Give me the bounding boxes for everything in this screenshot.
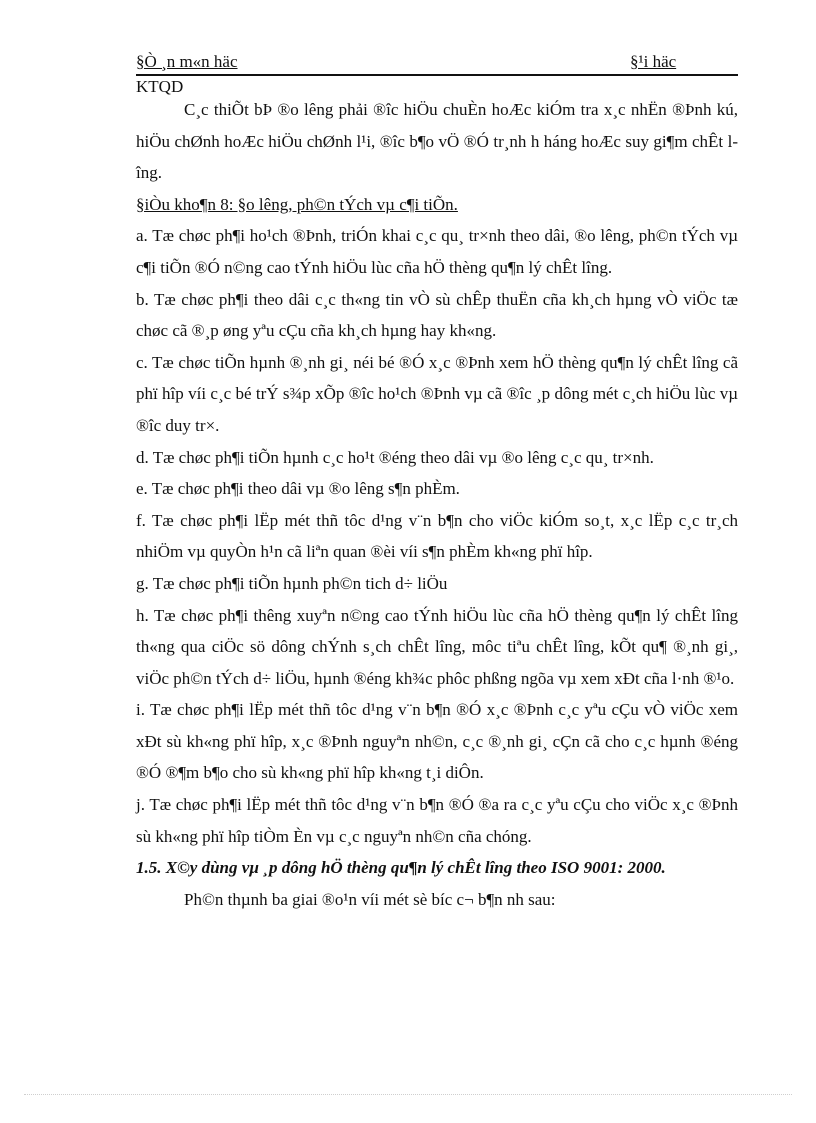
list-item-e: e. Tæ chøc ph¶i theo dâi vµ ®o lêng s¶n phÈm. bbox=[136, 479, 460, 499]
header-right-text: §¹i häc bbox=[630, 52, 677, 71]
section-heading-8: §iÒu kho¶n 8: §o lêng, ph©n tÝch vµ c¶i tiÕn. bbox=[136, 194, 458, 214]
document-body bbox=[136, 94, 738, 915]
list-item-b: b. Tæ chøc ph¶i theo dâi c¸c th«ng tin vÒ sù chÊp thuËn cña kh¸ch hµng vÒ viÖc tæ chøc cã ®¸p øng yªu cÇu cña kh¸ch hµng hay kh«ng. bbox=[136, 289, 738, 341]
intro-paragraph: C¸c thiÕt bÞ ®o lêng phải ®îc hiÖu chuÈn hoÆc kiÓm tra x¸c nhËn ®Þnh kú, hiÖu chØnh hoÆc hiÖu chØnh l¹i, ®îc b¶o vÖ ®Ó tr¸nh h háng hoÆc suy gi¶m chÊt lîng. bbox=[136, 100, 738, 183]
list-item-c: c. Tæ chøc tiÕn hµnh ®¸nh gi¸ néi bé ®Ó x¸c ®Þnh xem hÖ thèng qu¶n lý chÊt lîng cã phï hîp víi c¸c bé trÝ s¾p xÕp ®îc ho¹ch ®Þnh vµ cã ®îc ¸p dông mét c¸ch hiÖu lùc vµ ®îc duy tr×. bbox=[136, 352, 738, 435]
list-item-g: g. Tæ chøc ph¶i tiÕn hµnh ph©n tich d÷ liÖu bbox=[136, 573, 448, 593]
list-item-i: i. Tæ chøc ph¶i lËp mét thñ tôc d¹ng v¨n b¶n ®Ó x¸c ®Þnh c¸c yªu cÇu vÒ viÖc xem xÐt sù kh«ng phï hîp, x¸c ®Þnh nguyªn nh©n, c¸c ®¸nh gi¸ cÇn cã cho c¸c hµnh ®éng ®Ó ®¶m b¶o cho sù kh«ng phï hîp kh«ng t¸i diÔn. bbox=[136, 700, 738, 783]
header-left-line2: KTQD bbox=[136, 77, 184, 96]
closing-paragraph: Ph©n thµnh ba giai ®o¹n víi mét sè bíc c¬ b¶n nh sau: bbox=[184, 889, 556, 909]
page-header bbox=[136, 52, 738, 76]
page-bottom-divider bbox=[24, 1094, 792, 1095]
list-item-d: d. Tæ chøc ph¶i tiÕn hµnh c¸c ho¹t ®éng theo dâi vµ ®o lêng c¸c qu¸ tr×nh. bbox=[136, 447, 654, 467]
list-item-j: j. Tæ chøc ph¶i lËp mét thñ tôc d¹ng v¨n b¶n ®Ó ®a ra c¸c yªu cÇu cho viÖc x¸c ®Þnh sù kh«ng phï hîp tiÒm Èn vµ c¸c nguyªn nh©n cña chóng. bbox=[136, 795, 738, 846]
list-item-a: a. Tæ chøc ph¶i ho¹ch ®Þnh, triÓn khai c¸c qu¸ tr×nh theo dâi, ®o lêng, ph©n tÝch vµ c¶i tiÕn ®Ó n©ng cao tÝnh hiÖu lùc cña hÖ thèng qu¶n lý chÊt lîng. bbox=[136, 226, 738, 277]
list-item-f: f. Tæ chøc ph¶i lËp mét thñ tôc d¹ng v¨n b¶n cho viÖc kiÓm so¸t, x¸c lËp c¸c tr¸ch nhiÖm vµ quyÒn h¹n cã liªn quan ®èi víi s¶n phÈm kh«ng phï hîp. bbox=[136, 510, 738, 562]
section-heading-1-5: 1.5. X©y dùng vµ ¸p dông hÖ thèng qu¶n lý chÊt lîng theo ISO 9001: 2000. bbox=[136, 858, 666, 878]
list-item-h: h. Tæ chøc ph¶i thêng xuyªn n©ng cao tÝnh hiÖu lùc cña hÖ thèng qu¶n lý chÊt lîng th«ng qua ciÖc sö dông chÝnh s¸ch chÊt lîng, môc tiªu chÊt lîng, kÕt qu¶ ®¸nh gi¸, viÖc ph©n tÝch d÷ liÖu, hµnh ®éng kh¾c phôc phßng ngõa vµ xem xÐt cña l·nh ®¹o. bbox=[136, 605, 738, 688]
header-left-text: §Ò ¸n m«n häc bbox=[136, 52, 238, 71]
